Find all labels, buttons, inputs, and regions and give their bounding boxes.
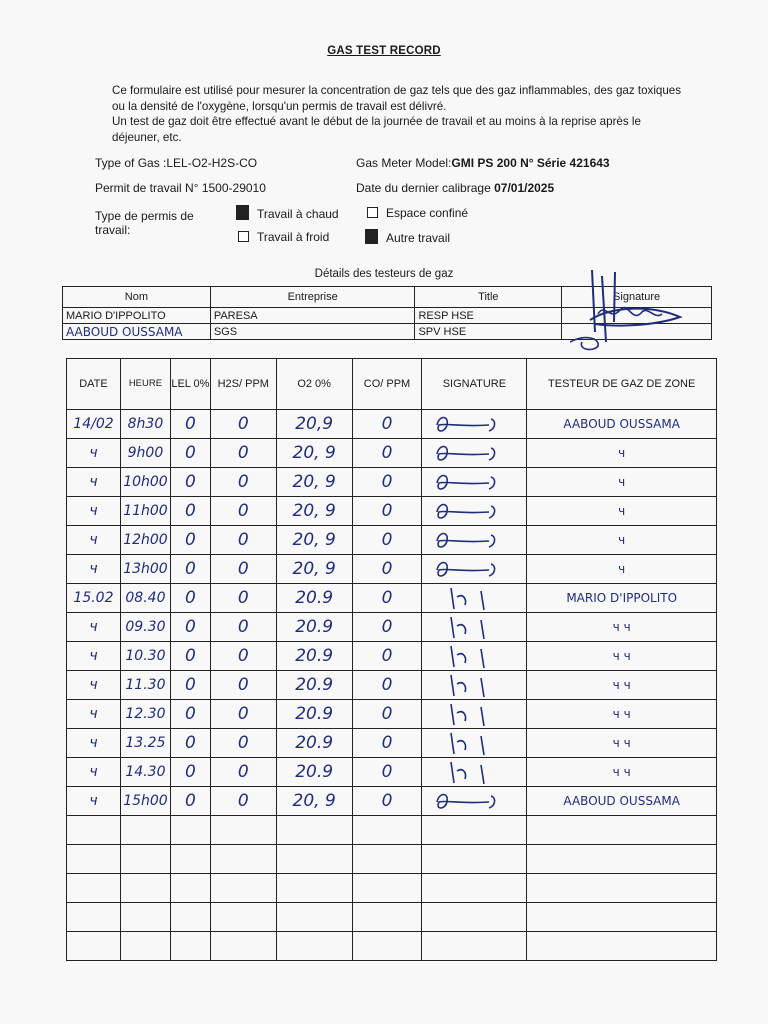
log-co: 0 [352, 468, 422, 497]
log-h2s: 0 [210, 700, 276, 729]
log-o2: 20.9 [276, 584, 352, 613]
log-h2s: 0 [210, 526, 276, 555]
log-lel: 0 [170, 758, 210, 787]
tester-entreprise: PARESA [210, 308, 415, 324]
table-row [67, 700, 717, 729]
option-label: Autre travail [386, 231, 451, 245]
tester-title: RESP HSE [415, 308, 562, 324]
table-row [67, 526, 717, 555]
empty-cell[interactable] [120, 816, 170, 845]
log-date: ч [67, 468, 121, 497]
log-lel: 0 [170, 526, 210, 555]
log-h2s: 0 [210, 584, 276, 613]
log-lel: 0 [170, 410, 210, 439]
log-testeur: ч [527, 497, 717, 526]
log-date: ч [67, 439, 121, 468]
empty-row [67, 874, 717, 903]
log-o2: 20.9 [276, 758, 352, 787]
empty-cell[interactable] [210, 874, 276, 903]
log-heure: 11h00 [120, 497, 170, 526]
log-h2s: 0 [210, 729, 276, 758]
log-date: 15.02 [67, 584, 121, 613]
signature-icon [429, 730, 519, 756]
header-testeur-zone: TESTEUR DE GAZ DE ZONE [527, 359, 717, 410]
empty-cell[interactable] [276, 932, 352, 961]
empty-row [67, 903, 717, 932]
calibration-date [356, 181, 554, 195]
empty-cell[interactable] [120, 874, 170, 903]
header-entreprise: Entreprise [210, 287, 415, 308]
empty-cell[interactable] [210, 845, 276, 874]
log-signature [422, 584, 527, 613]
signature-icon [429, 672, 519, 698]
empty-cell[interactable] [67, 874, 121, 903]
checkbox-empty-icon[interactable] [367, 207, 378, 218]
log-o2: 20,9 [276, 410, 352, 439]
checkbox-checked-icon[interactable] [365, 229, 378, 244]
document-title: GAS TEST RECORD [327, 45, 441, 57]
option-label: Travail à froid [257, 230, 330, 244]
log-signature [422, 729, 527, 758]
log-heure: 8h30 [120, 410, 170, 439]
empty-cell[interactable] [527, 903, 717, 932]
log-co: 0 [352, 729, 422, 758]
log-testeur: ч ч [527, 671, 717, 700]
option-autre-travail[interactable] [365, 229, 450, 245]
testers-caption: Détails des testeurs de gaz [314, 268, 454, 280]
log-heure: 13.25 [120, 729, 170, 758]
empty-cell[interactable] [352, 845, 422, 874]
empty-cell[interactable] [170, 874, 210, 903]
signature-icon [429, 411, 519, 437]
meter-value: GMI PS 200 N° Série 421643 [451, 156, 610, 170]
empty-cell[interactable] [422, 932, 527, 961]
log-signature [422, 642, 527, 671]
log-h2s: 0 [210, 787, 276, 816]
log-heure: 08.40 [120, 584, 170, 613]
signature-icon [429, 469, 519, 495]
log-co: 0 [352, 584, 422, 613]
empty-cell[interactable] [352, 816, 422, 845]
intro-paragraph-1: Ce formulaire est utilisé pour mesurer la concentration de gaz tels que des gaz inflammables, des gaz toxiques ou la densité de l'oxygène, lorsqu'un permis de travail est délivré. [112, 84, 682, 113]
log-date: ч [67, 758, 121, 787]
log-header-row [67, 359, 717, 410]
log-o2: 20, 9 [276, 526, 352, 555]
empty-cell[interactable] [276, 816, 352, 845]
header-title: Title [415, 287, 562, 308]
empty-cell[interactable] [210, 816, 276, 845]
log-o2: 20, 9 [276, 787, 352, 816]
signature-icon [429, 440, 519, 466]
empty-cell[interactable] [170, 932, 210, 961]
log-o2: 20, 9 [276, 468, 352, 497]
log-h2s: 0 [210, 497, 276, 526]
option-espace-confine[interactable] [367, 206, 468, 220]
log-lel: 0 [170, 497, 210, 526]
log-signature [422, 497, 527, 526]
log-signature [422, 468, 527, 497]
intro-text [112, 83, 682, 145]
log-o2: 20.9 [276, 700, 352, 729]
header-signature: SIGNATURE [422, 359, 527, 410]
log-date: 14/02 [67, 410, 121, 439]
log-o2: 20, 9 [276, 497, 352, 526]
table-row [67, 613, 717, 642]
empty-cell[interactable] [527, 816, 717, 845]
checkbox-empty-icon[interactable] [238, 231, 249, 242]
empty-cell[interactable] [422, 816, 527, 845]
empty-cell[interactable] [170, 845, 210, 874]
empty-row [67, 816, 717, 845]
log-o2: 20.9 [276, 642, 352, 671]
empty-cell[interactable] [170, 816, 210, 845]
intro-paragraph-2: Un test de gaz doit être effectué avant le début de la journée de travail et au moins à la reprise après le déjeuner, etc. [112, 115, 641, 144]
log-signature [422, 439, 527, 468]
log-co: 0 [352, 555, 422, 584]
log-lel: 0 [170, 555, 210, 584]
empty-row [67, 932, 717, 961]
tester-title: SPV HSE [415, 324, 562, 340]
table-row [67, 439, 717, 468]
header-date: DATE [67, 359, 121, 410]
log-lel: 0 [170, 613, 210, 642]
log-heure: 12h00 [120, 526, 170, 555]
log-heure: 10.30 [120, 642, 170, 671]
meter-label: Gas Meter Model: [356, 156, 452, 170]
log-h2s: 0 [210, 439, 276, 468]
log-lel: 0 [170, 671, 210, 700]
log-lel: 0 [170, 468, 210, 497]
log-co: 0 [352, 671, 422, 700]
log-testeur: AABOUD OUSSAMA [527, 410, 717, 439]
log-o2: 20, 9 [276, 439, 352, 468]
calib-label: Date du dernier calibrage [356, 181, 495, 195]
empty-cell[interactable] [67, 903, 121, 932]
log-h2s: 0 [210, 642, 276, 671]
log-lel: 0 [170, 700, 210, 729]
calib-value: 07/01/2025 [494, 181, 555, 195]
log-testeur: ч ч [527, 642, 717, 671]
table-row [67, 671, 717, 700]
tester-entreprise: SGS [210, 324, 415, 340]
signature-icon [429, 643, 519, 669]
table-row [67, 468, 717, 497]
table-row [67, 758, 717, 787]
log-signature [422, 410, 527, 439]
log-co: 0 [352, 439, 422, 468]
log-heure: 14.30 [120, 758, 170, 787]
tester-nom: MARIO D'IPPOLITO [63, 308, 211, 324]
signature-icon [429, 759, 519, 785]
log-h2s: 0 [210, 758, 276, 787]
header-signature: Signature [562, 287, 712, 308]
log-o2: 20.9 [276, 613, 352, 642]
empty-cell[interactable] [210, 903, 276, 932]
log-o2: 20, 9 [276, 555, 352, 584]
permit-value: 1500-29010 [201, 181, 266, 195]
log-heure: 10h00 [120, 468, 170, 497]
empty-cell[interactable] [276, 903, 352, 932]
log-signature [422, 700, 527, 729]
log-testeur: ч [527, 468, 717, 497]
log-testeur: ч ч [527, 729, 717, 758]
log-lel: 0 [170, 584, 210, 613]
log-date: ч [67, 555, 121, 584]
log-testeur: AABOUD OUSSAMA [527, 787, 717, 816]
log-heure: 09.30 [120, 613, 170, 642]
permit-number [95, 181, 266, 195]
option-label: Travail à chaud [257, 207, 339, 221]
log-testeur: ч [527, 555, 717, 584]
log-signature [422, 758, 527, 787]
signature-icon [429, 498, 519, 524]
tester-nom: AABOUD OUSSAMA [63, 324, 211, 340]
log-date: ч [67, 642, 121, 671]
empty-cell[interactable] [527, 845, 717, 874]
table-row [67, 787, 717, 816]
table-row [67, 729, 717, 758]
option-travail-chaud[interactable] [236, 205, 339, 221]
signature-icon [429, 527, 519, 553]
table-row [67, 410, 717, 439]
gas-type-label: Type of Gas : [95, 156, 167, 170]
header-lel: LEL 0% [170, 359, 210, 410]
gas-log-table [66, 358, 717, 961]
permit-label: Permit de travail N° [95, 181, 202, 195]
gas-type-value: LEL-O2-H2S-CO [166, 156, 258, 170]
log-co: 0 [352, 700, 422, 729]
log-date: ч [67, 526, 121, 555]
log-testeur: ч ч [527, 700, 717, 729]
signature-icon [429, 701, 519, 727]
gas-meter-model [356, 156, 610, 170]
signature-icon [429, 556, 519, 582]
table-row [67, 584, 717, 613]
log-h2s: 0 [210, 555, 276, 584]
empty-cell[interactable] [422, 903, 527, 932]
table-row [67, 497, 717, 526]
table-row [67, 555, 717, 584]
header-h2s: H2S/ PPM [210, 359, 276, 410]
log-testeur: ч [527, 526, 717, 555]
empty-cell[interactable] [352, 903, 422, 932]
header-nom: Nom [63, 287, 211, 308]
log-lel: 0 [170, 439, 210, 468]
log-o2: 20.9 [276, 729, 352, 758]
empty-cell[interactable] [352, 932, 422, 961]
table-row [67, 642, 717, 671]
signature-icon [429, 788, 519, 814]
log-date: ч [67, 613, 121, 642]
log-lel: 0 [170, 729, 210, 758]
log-o2: 20.9 [276, 671, 352, 700]
log-date: ч [67, 700, 121, 729]
log-co: 0 [352, 526, 422, 555]
log-co: 0 [352, 410, 422, 439]
permit-type-label: Type de permis de travail: [95, 209, 194, 237]
checkbox-checked-icon[interactable] [236, 205, 249, 220]
log-h2s: 0 [210, 468, 276, 497]
log-heure: 15h00 [120, 787, 170, 816]
empty-cell[interactable] [527, 932, 717, 961]
empty-cell[interactable] [67, 845, 121, 874]
tester-signatures-icon [570, 262, 700, 354]
log-testeur: ч [527, 439, 717, 468]
empty-cell[interactable] [210, 932, 276, 961]
signature-icon [429, 585, 519, 611]
log-heure: 12.30 [120, 700, 170, 729]
log-date: ч [67, 729, 121, 758]
empty-cell[interactable] [352, 874, 422, 903]
empty-cell[interactable] [120, 932, 170, 961]
log-co: 0 [352, 758, 422, 787]
signature-icon [429, 614, 519, 640]
log-co: 0 [352, 787, 422, 816]
option-label: Espace confiné [386, 206, 469, 220]
log-signature [422, 613, 527, 642]
empty-cell[interactable] [527, 874, 717, 903]
log-signature [422, 671, 527, 700]
empty-cell[interactable] [67, 816, 121, 845]
log-testeur: ч ч [527, 758, 717, 787]
log-date: ч [67, 671, 121, 700]
empty-row [67, 845, 717, 874]
empty-cell[interactable] [67, 932, 121, 961]
empty-cell[interactable] [120, 903, 170, 932]
header-co: CO/ PPM [352, 359, 422, 410]
log-heure: 9h00 [120, 439, 170, 468]
log-lel: 0 [170, 787, 210, 816]
log-date: ч [67, 787, 121, 816]
option-travail-froid[interactable] [238, 230, 329, 244]
log-co: 0 [352, 613, 422, 642]
log-testeur: MARIO D'IPPOLITO [527, 584, 717, 613]
empty-cell[interactable] [422, 845, 527, 874]
header-o2: O2 0% [276, 359, 352, 410]
log-testeur: ч ч [527, 613, 717, 642]
log-lel: 0 [170, 642, 210, 671]
log-date: ч [67, 497, 121, 526]
empty-cell[interactable] [276, 874, 352, 903]
header-heure: HEURE [120, 359, 170, 410]
log-signature [422, 526, 527, 555]
empty-cell[interactable] [120, 845, 170, 874]
log-h2s: 0 [210, 671, 276, 700]
log-heure: 11.30 [120, 671, 170, 700]
log-h2s: 0 [210, 613, 276, 642]
empty-cell[interactable] [422, 874, 527, 903]
log-h2s: 0 [210, 410, 276, 439]
log-signature [422, 787, 527, 816]
log-signature [422, 555, 527, 584]
empty-cell[interactable] [276, 845, 352, 874]
log-co: 0 [352, 497, 422, 526]
log-co: 0 [352, 642, 422, 671]
gas-type [95, 156, 257, 170]
log-heure: 13h00 [120, 555, 170, 584]
empty-cell[interactable] [170, 903, 210, 932]
